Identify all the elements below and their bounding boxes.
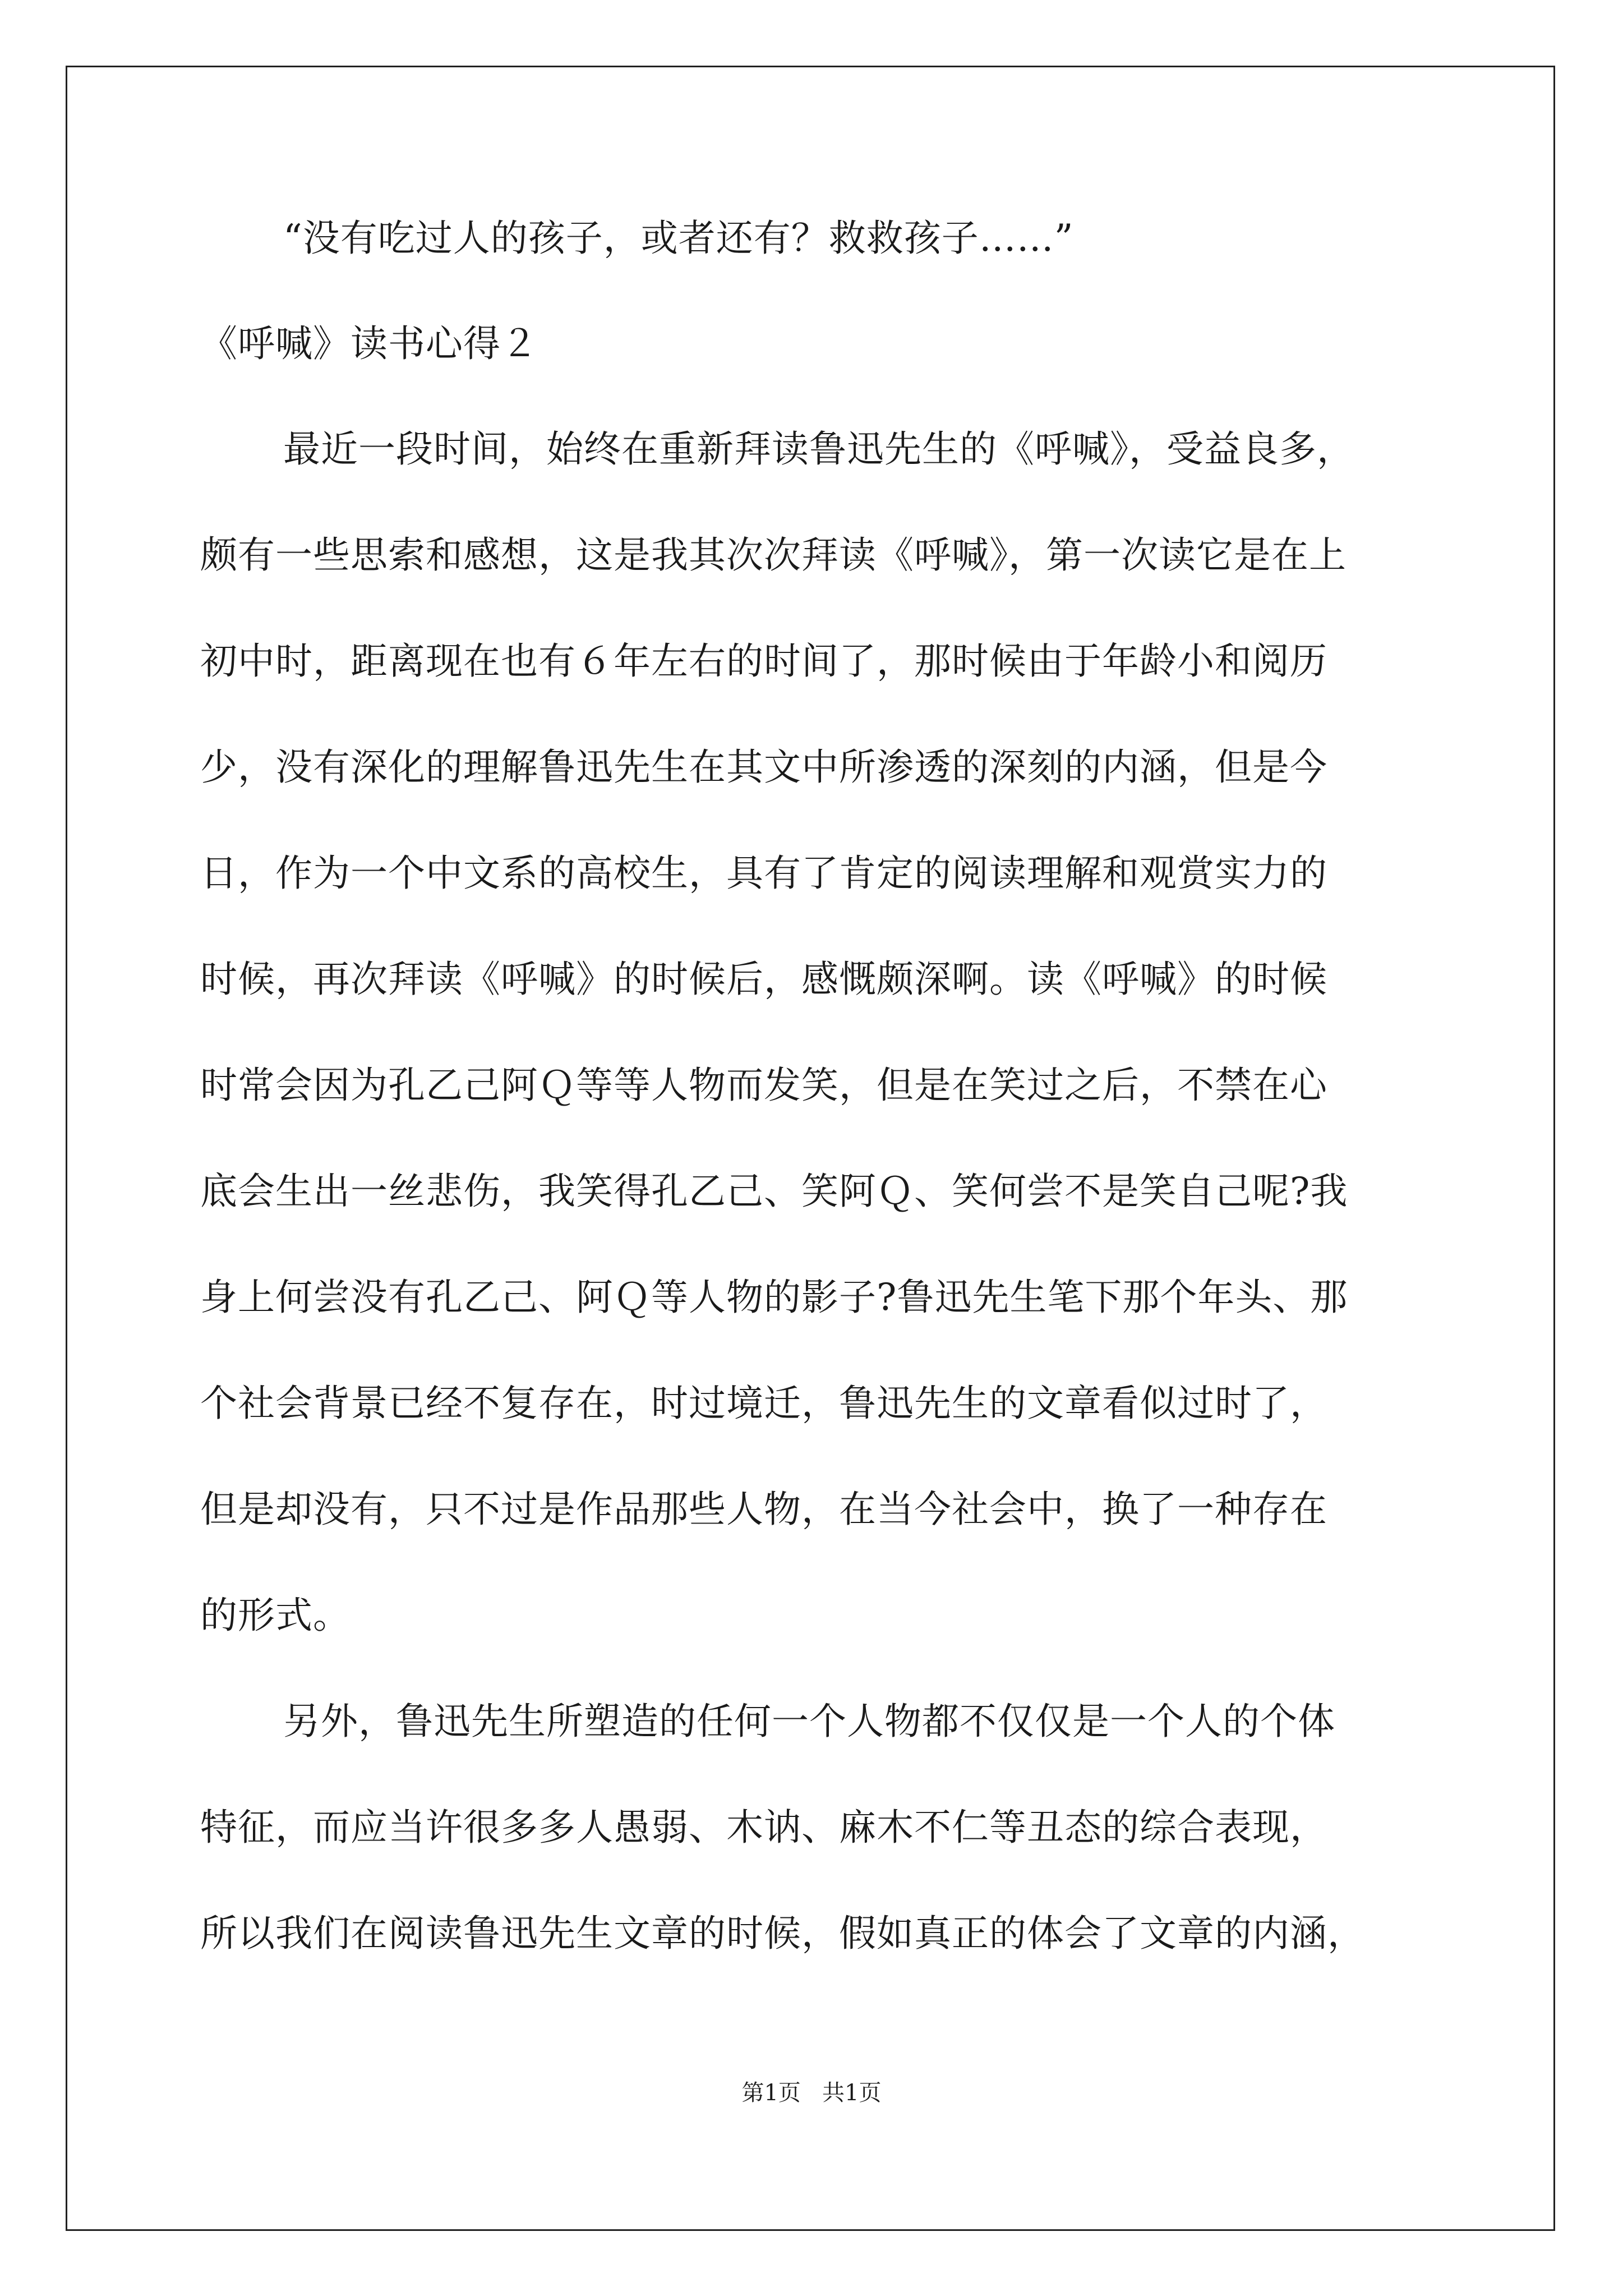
paragraph-line: 个社会背景已经不复存在，时过境迁，鲁迅先生的文章看似过时了， [200,1382,1327,1425]
paragraph-line: 少，没有深化的理解鲁迅先生在其文中所渗透的深刻的内涵，但是今 [200,746,1327,789]
paragraph-line: 所以我们在阅读鲁迅先生文章的时候，假如真正的体会了文章的内涵， [200,1912,1365,1955]
paragraph-line: 但是却没有，只不过是作品那些人物，在当今社会中，换了一种存在 [200,1488,1327,1531]
paragraph-line: 时常会因为孔乙己阿Ｑ等等人物而发笑，但是在笑过之后，不禁在心 [200,1064,1327,1107]
paragraph-line: 底会生出一丝悲伤，我笑得孔乙己、笑阿Ｑ、笑何尝不是笑自己呢?我 [200,1170,1348,1213]
paragraph-line: 初中时，距离现在也有６年左右的时间了，那时候由于年龄小和阅历 [200,639,1327,683]
paragraph-line: 特征，而应当许很多多人愚弱、木讷、麻木不仁等丑态的综合表现， [200,1806,1327,1849]
paragraph-line: 最近一段时间，始终在重新拜读鲁迅先生的《呼喊》，受益良多， [283,427,1354,471]
paragraph-line: 日，作为一个中文系的高校生，具有了肯定的阅读理解和观赏实力的 [200,852,1327,895]
paragraph-line: 另外，鲁迅先生所塑造的任何一个人物都不仅仅是一个人的个体 [283,1700,1335,1743]
section-title: 《呼喊》读书心得２ [200,322,538,365]
quote-line: “没有吃过人的孩子，或者还有？救救孩子……” [283,217,1074,260]
paragraph-line: 身上何尝没有孔乙己、阿Ｑ等人物的影子?鲁迅先生笔下那个年头、那 [200,1276,1348,1319]
page-footer: 第1页 共1页 [741,2080,882,2106]
paragraph-line: 的形式。 [200,1594,351,1637]
paragraph-line: 时候，再次拜读《呼喊》的时候后，感慨颇深啊。读《呼喊》的时候 [200,958,1327,1001]
page-border [66,66,1555,2231]
paragraph-line: 颇有一些思索和感想，这是我其次次拜读《呼喊》，第一次读它是在上 [200,533,1347,577]
